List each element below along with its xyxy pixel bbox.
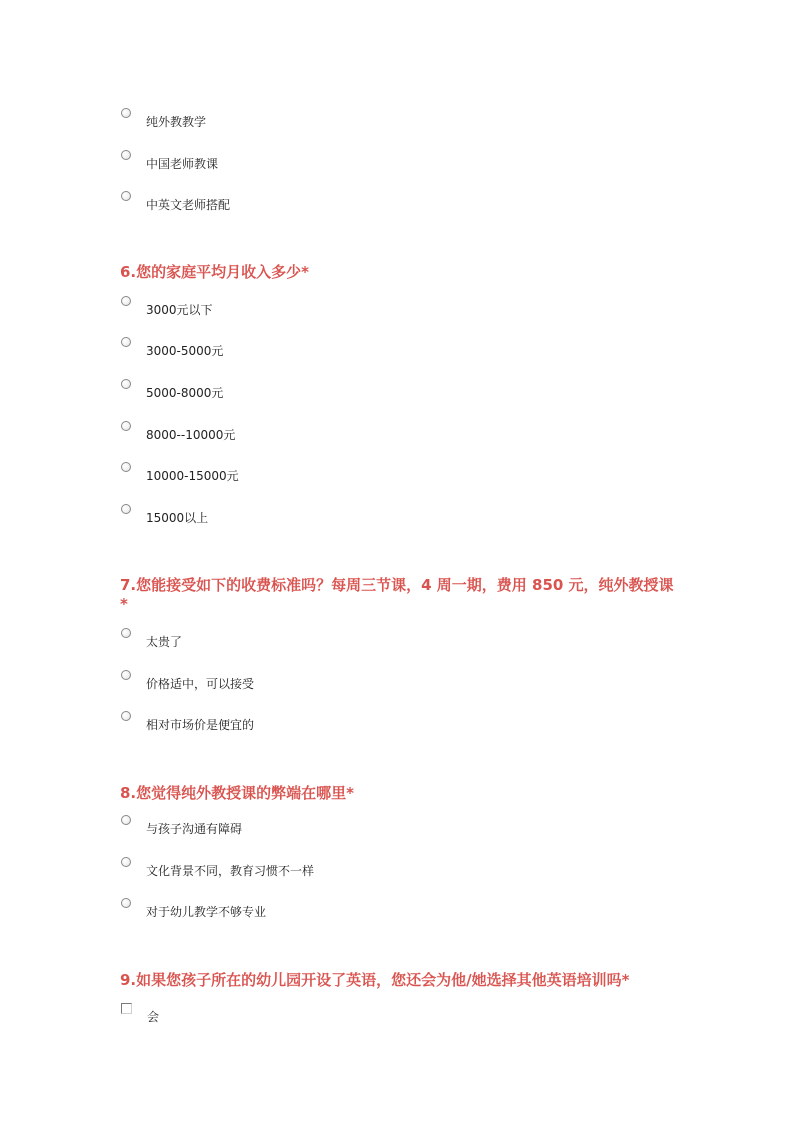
option-label: 相对市场价是便宜的 [146,718,255,732]
radio-button[interactable] [121,421,131,431]
question-9-title: 9.如果您孩子所在的幼儿园开设了英语，您还会为他/她选择其他英语培训吗* [120,971,630,989]
option-label: 中英文老师搭配 [146,198,231,212]
radio-button[interactable] [121,711,131,721]
q7-option-1[interactable] [121,628,182,652]
radio-button[interactable] [121,337,131,347]
radio-button[interactable] [121,150,131,160]
q6-option-6[interactable] [121,504,208,528]
question-8-title: 8.您觉得纯外教授课的弊端在哪里* [120,784,354,802]
option-label: 价格适中，可以接受 [146,677,255,691]
radio-button[interactable] [121,108,131,118]
option-label: 纯外教教学 [146,115,207,129]
q5-option-2[interactable] [121,150,218,174]
q6-option-3[interactable] [121,379,223,403]
q8-option-3[interactable] [121,898,266,922]
radio-button[interactable] [121,857,131,867]
option-label: 太贵了 [146,635,183,649]
option-label: 8000--10000元 [146,428,236,442]
checkbox[interactable] [121,1003,132,1014]
q6-option-2[interactable] [121,337,223,361]
radio-button[interactable] [121,296,131,306]
radio-button[interactable] [121,898,131,908]
q8-option-2[interactable] [121,857,314,881]
q6-option-1[interactable] [121,296,213,320]
option-label: 15000以上 [146,511,209,525]
option-label: 中国老师教课 [146,157,219,171]
q7-option-3[interactable] [121,711,254,735]
q5-option-3[interactable] [121,191,230,215]
q6-option-5[interactable] [121,462,239,486]
radio-button[interactable] [121,504,131,514]
option-label: 会 [147,1010,160,1024]
radio-button[interactable] [121,191,131,201]
option-label: 与孩子沟通有障碍 [146,822,243,836]
radio-button[interactable] [121,462,131,472]
q5-option-1[interactable] [121,108,206,132]
q9-option-1[interactable] [121,1003,159,1027]
radio-button[interactable] [121,379,131,389]
radio-button[interactable] [121,670,131,680]
q8-option-1[interactable] [121,815,242,839]
question-6-title: 6.您的家庭平均月收入多少* [120,263,309,281]
q6-option-4[interactable] [121,421,235,445]
radio-button[interactable] [121,815,131,825]
option-label: 10000-15000元 [146,469,239,483]
q7-option-2[interactable] [121,670,254,694]
option-label: 文化背景不同，教育习惯不一样 [146,864,315,878]
option-label: 3000元以下 [146,303,213,317]
radio-button[interactable] [121,628,131,638]
question-7-title: 7.您能接受如下的收费标准吗？每周三节课，4 周一期，费用 850 元，纯外教授课* [120,576,674,613]
option-label: 对于幼儿教学不够专业 [146,905,267,919]
option-label: 5000-8000元 [146,386,224,400]
option-label: 3000-5000元 [146,344,224,358]
